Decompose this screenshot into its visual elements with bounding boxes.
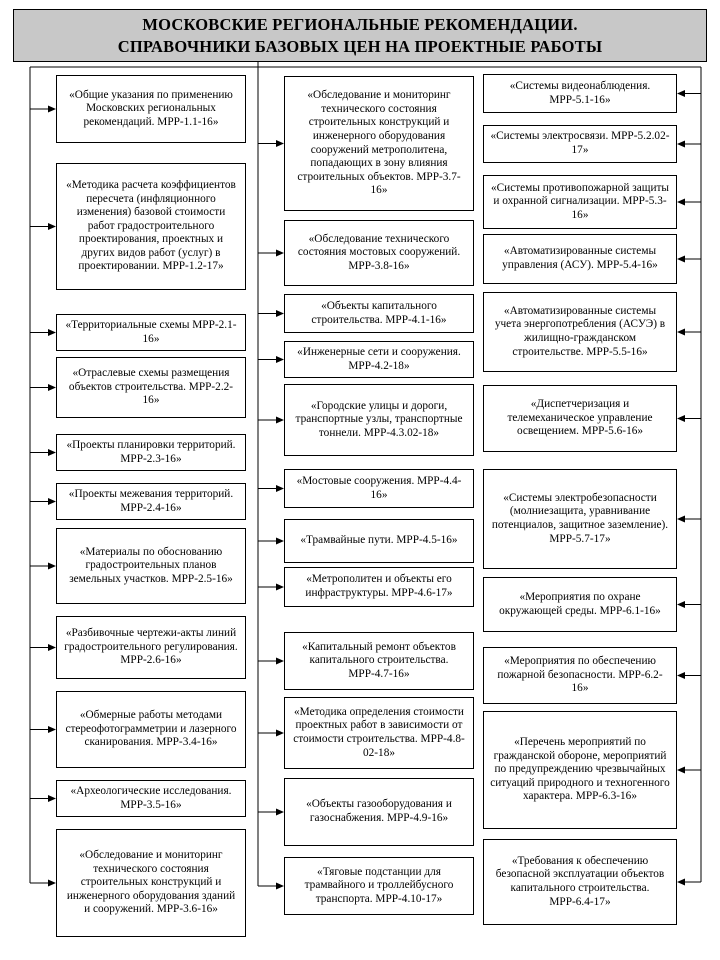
reference-box-label: «Автоматизированные системы управления (АСУ). МРР-5.4-16» [502,245,658,271]
reference-box-label: «Разбивочные чертежи-акты линий градостроительного регулирования. МРР-2.6-16» [64,627,238,667]
arrow-head [276,538,284,545]
reference-box [284,76,474,211]
arrow-head [48,329,56,336]
arrow-head [276,310,284,317]
reference-box-label: «Объекты капитального строительства. МРР-4.1-16» [311,299,447,326]
reference-box-label: «Капитальный ремонт объектов капитального строительства. МРР-4.7-16» [302,640,456,680]
reference-box-label: «Перечень мероприятий по гражданской обороне, мероприятий по предупреждению чрезвычайных ситуаций природного и техногенного характера. МРР-6.3-16» [490,736,670,803]
reference-box-label: «Территориальные схемы МРР-2.1-16» [65,318,237,345]
reference-box-label: «Отраслевые схемы размещения объектов строительства. МРР-2.2-16» [68,367,234,407]
arrow-head [276,250,284,257]
reference-box-label: «Метрополитен и объекты его инфраструктуры. МРР-4.6-17» [305,573,453,599]
reference-box [284,697,474,769]
arrow-head [677,516,685,523]
reference-box [483,647,677,704]
arrow-head [677,879,685,886]
reference-box [56,434,246,471]
arrow-head [48,726,56,733]
reference-box [56,528,246,604]
reference-box-label: «Системы электробезопасности (молниезащита, уравнивание потенциалов, защитное заземление). МРР-5.7-17» [491,491,669,545]
arrow-head [48,384,56,391]
reference-box [56,357,246,418]
arrow-head [48,563,56,570]
reference-box [56,163,246,290]
arrow-head [677,256,685,263]
arrow-head [276,809,284,816]
reference-box [483,577,677,632]
reference-box [483,175,677,229]
reference-box [56,616,246,679]
reference-box-label: «Мостовые сооружения. МРР-4.4-16» [296,474,462,501]
reference-box-label: «Автоматизированные системы учета энергопотребления (АСУЭ) в жилищно-гражданском строительстве. МРР-5.5-16» [494,304,666,358]
reference-box-label: «Трамвайные пути. МРР-4.5-16» [300,534,458,547]
reference-box-label: «Городские улицы и дороги, транспортные узлы, транспортные тоннели. МРР-4.3.02-18» [295,399,463,439]
arrow-head [276,658,284,665]
reference-box-label: «Требования к обеспечению безопасной эксплуатации объектов капитального строительства. МРР-6.4-17» [495,854,665,908]
reference-box [284,294,474,333]
reference-box-label: «Мероприятия по обеспечению пожарной безопасности. МРР-6.2-16» [497,655,663,695]
reference-box [284,220,474,286]
arrow-head [677,601,685,608]
reference-box [483,469,677,569]
title-line-1: МОСКОВСКИЕ РЕГИОНАЛЬНЫЕ РЕКОМЕНДАЦИИ. [142,14,578,34]
reference-box-label: «Обмерные работы методами стереофотограмметрии и лазерного сканирования. МРР-3.4-16» [65,709,237,749]
reference-box-label: «Мероприятия по охране окружающей среды. МРР-6.1-16» [499,590,661,617]
arrow-head [48,449,56,456]
reference-box [284,857,474,915]
reference-box [284,341,474,378]
arrow-head [276,730,284,737]
arrow-head [48,644,56,651]
reference-box-label: «Методика определения стоимости проектных работ в зависимости от стоимости строительства. МРР-4.8-02-18» [293,705,465,759]
title-line-2: СПРАВОЧНИКИ БАЗОВЫХ ЦЕН НА ПРОЕКТНЫЕ РАБОТЫ [117,36,603,56]
reference-box-label: «Объекты газооборудования и газоснабжения. МРР-4.9-16» [306,798,452,824]
reference-box-label: «Методика расчета коэффициентов пересчета (инфляционного изменения) базовой стоимости работ градостроительного проектирования, проектных и других видов работ (услуг) в проектировании. МРР-1.2-17» [66,178,236,273]
arrow-head [276,417,284,424]
reference-box-label: «Тяговые подстанции для трамвайного и троллейбусного транспорта. МРР-4.10-17» [304,865,454,905]
reference-box [56,75,246,143]
arrow-head [276,584,284,591]
reference-box [56,780,246,817]
reference-box [56,829,246,937]
reference-box [483,385,677,452]
reference-box [483,839,677,925]
reference-box [284,632,474,690]
reference-box [483,292,677,372]
arrow-head [677,90,685,97]
reference-box [284,519,474,563]
reference-box-label: «Инженерные сети и сооружения. МРР-4.2-18» [297,345,461,372]
reference-box [56,483,246,520]
reference-box-label: «Диспетчеризация и телемеханическое управление освещением. МРР-5.6-16» [507,398,653,438]
arrow-head [677,141,685,148]
arrow-head [48,795,56,802]
arrow-head [677,672,685,679]
arrow-head [48,106,56,113]
reference-box-label: «Проекты планировки территорий. МРР-2.3-16» [66,438,236,465]
reference-box [483,234,677,284]
arrow-head [276,356,284,363]
reference-box [483,125,677,163]
reference-box-label: «Материалы по обоснованию градостроительных планов земельных участков. МРР-2.5-16» [69,545,233,585]
reference-box [56,314,246,351]
reference-box [483,711,677,829]
reference-box-label: «Системы видеонаблюдения. МРР-5.1-16» [509,79,651,106]
arrow-head [276,140,284,147]
arrow-head [677,415,685,422]
arrow-head [677,329,685,336]
reference-box-label: «Археологические исследования. МРР-3.5-16» [70,784,232,811]
reference-box [483,74,677,113]
arrow-head [48,880,56,887]
arrow-head [677,199,685,206]
reference-box-label: «Общие указания по применению Московских региональных рекомендаций. МРР-1.1-16» [69,88,233,128]
reference-box [56,691,246,768]
reference-box-label: «Проекты межевания территорий. МРР-2.4-16» [68,487,234,514]
arrow-head [677,767,685,774]
reference-box [284,778,474,846]
reference-box [284,567,474,607]
arrow-head [48,498,56,505]
reference-box [284,469,474,508]
arrow-head [276,485,284,492]
reference-box-label: «Обследование и мониторинг технического состояния строительных конструкций и инженерного оборудования зданий и сооружений. МРР-3.6-16» [66,849,236,916]
reference-box-label: «Обследование технического состояния мостовых сооружений. МРР-3.8-16» [297,232,461,272]
reference-box [284,384,474,456]
reference-box-label: «Системы противопожарной защиты и охранной сигнализации. МРР-5.3-16» [490,181,670,221]
arrow-head [48,223,56,230]
reference-box-label: «Обследование и мониторинг технического состояния строительных конструкций и инженерного оборудования сооружений метрополитена, попадающих в зону влияния строительных объектов. МРР-3.7-16» [297,89,461,197]
reference-box-label: «Системы электросвязи. МРР-5.2.02-17» [490,130,670,156]
arrow-head [276,883,284,890]
